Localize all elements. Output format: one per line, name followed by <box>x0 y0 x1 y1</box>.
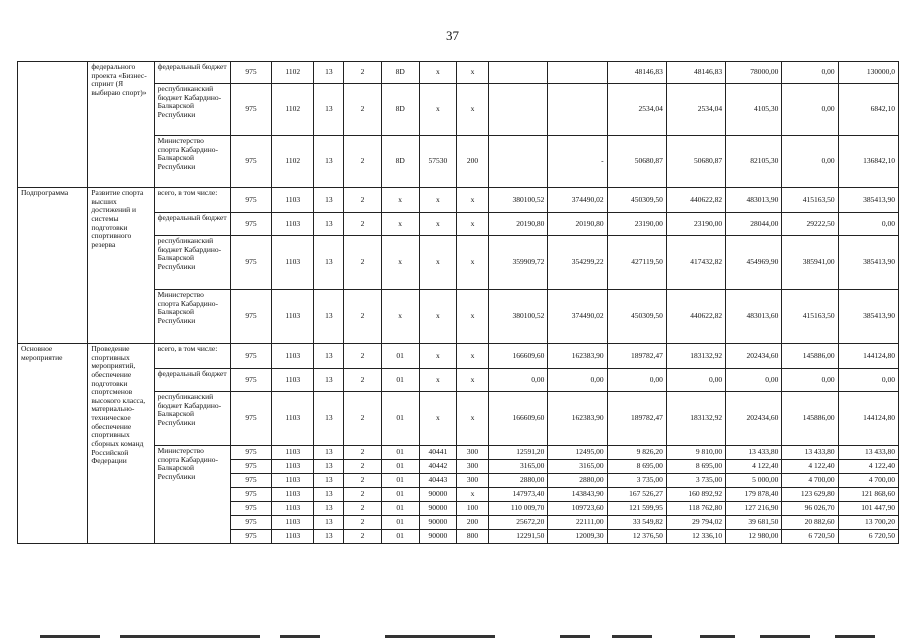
cell-gp: 13 <box>314 84 344 136</box>
cell-rz: 1103 <box>272 290 314 344</box>
cell-grbs: 975 <box>230 446 271 460</box>
cell-v7: 0,00 <box>838 369 898 392</box>
cell-v4: 417432,82 <box>666 236 725 290</box>
cell-v6: 145886,00 <box>782 344 838 369</box>
cell-grbs: 975 <box>230 392 271 446</box>
cell-v1: 0,00 <box>489 369 548 392</box>
table-row <box>18 188 899 213</box>
cell-om: 01 <box>381 460 419 474</box>
cell-cs: х <box>419 344 456 369</box>
cell-pgp: 2 <box>344 502 381 516</box>
cell-cs: 40442 <box>419 460 456 474</box>
cell-v2: - <box>548 136 607 188</box>
cell-vr: 300 <box>456 460 488 474</box>
cell-om: 01 <box>381 369 419 392</box>
cell-cs: 90000 <box>419 530 456 544</box>
row-type-cell: Основное мероприятие <box>18 344 88 544</box>
funding-source-cell: федеральный бюджет <box>154 369 230 392</box>
cell-v5: 4 122,40 <box>726 460 782 474</box>
cell-v1: 12591,20 <box>489 446 548 460</box>
cell-pgp: 2 <box>344 62 381 84</box>
cell-v7: 121 868,60 <box>838 488 898 502</box>
cell-pgp: 2 <box>344 188 381 213</box>
cell-v1: 12291,50 <box>489 530 548 544</box>
cell-cs: х <box>419 84 456 136</box>
cell-om: 8D <box>381 136 419 188</box>
cell-v6: 13 433,80 <box>782 446 838 460</box>
cell-v4: 12 336,10 <box>666 530 725 544</box>
cell-v3: 23190,00 <box>607 213 666 236</box>
cell-v6: 0,00 <box>782 62 838 84</box>
cell-om: 01 <box>381 502 419 516</box>
row-type-cell <box>18 62 88 188</box>
cell-v4: 48146,83 <box>666 62 725 84</box>
cell-cs: х <box>419 236 456 290</box>
cell-v6: 0,00 <box>782 369 838 392</box>
cell-v6: 0,00 <box>782 136 838 188</box>
cell-gp: 13 <box>314 460 344 474</box>
cell-vr: 300 <box>456 446 488 460</box>
cell-v1: 3165,00 <box>489 460 548 474</box>
cell-cs: 90000 <box>419 516 456 530</box>
cell-cs: х <box>419 213 456 236</box>
cell-v5: 0,00 <box>726 369 782 392</box>
table-row <box>18 62 899 84</box>
cell-pgp: 2 <box>344 84 381 136</box>
cell-v4: 183132,92 <box>666 392 725 446</box>
cell-pgp: 2 <box>344 474 381 488</box>
cell-v2: 354299,22 <box>548 236 607 290</box>
cell-gp: 13 <box>314 236 344 290</box>
funding-source-cell: Министерство спорта Кабардино-Балкарской Республики <box>154 446 230 544</box>
cell-v4: 9 810,00 <box>666 446 725 460</box>
cell-v6: 415163,50 <box>782 188 838 213</box>
cell-v2 <box>548 62 607 84</box>
cell-v4: 183132,92 <box>666 344 725 369</box>
cell-v1: 359909,72 <box>489 236 548 290</box>
cell-gp: 13 <box>314 136 344 188</box>
cell-grbs: 975 <box>230 344 271 369</box>
cell-grbs: 975 <box>230 474 271 488</box>
cell-v3: 167 526,27 <box>607 488 666 502</box>
cell-v1: 166609,60 <box>489 344 548 369</box>
cell-gp: 13 <box>314 446 344 460</box>
cell-v6: 385941,00 <box>782 236 838 290</box>
cell-gp: 13 <box>314 62 344 84</box>
cell-v4: 8 695,00 <box>666 460 725 474</box>
cell-v4: 0,00 <box>666 369 725 392</box>
cell-v3: 427119,50 <box>607 236 666 290</box>
cell-rz: 1103 <box>272 344 314 369</box>
cell-v2: 3165,00 <box>548 460 607 474</box>
cell-cs: 40443 <box>419 474 456 488</box>
cell-om: 01 <box>381 488 419 502</box>
cell-gp: 13 <box>314 290 344 344</box>
cell-rz: 1103 <box>272 369 314 392</box>
cell-v3: 33 549,82 <box>607 516 666 530</box>
funding-source-cell: всего, в том числе: <box>154 344 230 369</box>
cell-om: х <box>381 290 419 344</box>
cell-v5: 82105,30 <box>726 136 782 188</box>
cell-vr: х <box>456 84 488 136</box>
table-row <box>18 344 899 369</box>
cell-v5: 13 433,80 <box>726 446 782 460</box>
cell-om: х <box>381 188 419 213</box>
cell-v7: 385413,90 <box>838 236 898 290</box>
cell-v6: 123 629,80 <box>782 488 838 502</box>
cell-v7: 136842,10 <box>838 136 898 188</box>
cell-rz: 1103 <box>272 502 314 516</box>
cell-v7: 130000,0 <box>838 62 898 84</box>
cell-rz: 1103 <box>272 446 314 460</box>
cell-cs: х <box>419 62 456 84</box>
cell-v5: 454969,90 <box>726 236 782 290</box>
cell-pgp: 2 <box>344 344 381 369</box>
cell-pgp: 2 <box>344 136 381 188</box>
cell-v5: 4105,30 <box>726 84 782 136</box>
cell-v2: 20190,80 <box>548 213 607 236</box>
cell-v2: 374490,02 <box>548 188 607 213</box>
cell-grbs: 975 <box>230 369 271 392</box>
funding-source-cell: федеральный бюджет <box>154 62 230 84</box>
cell-v1: 110 009,70 <box>489 502 548 516</box>
cell-vr: х <box>456 392 488 446</box>
cell-grbs: 975 <box>230 488 271 502</box>
cell-om: 01 <box>381 392 419 446</box>
cell-v2: 374490,02 <box>548 290 607 344</box>
cell-om: х <box>381 213 419 236</box>
cell-grbs: 975 <box>230 290 271 344</box>
cell-v7: 6842,10 <box>838 84 898 136</box>
cell-v4: 160 892,92 <box>666 488 725 502</box>
cell-v7: 144124,80 <box>838 392 898 446</box>
funding-source-cell: всего, в том числе: <box>154 188 230 213</box>
cell-v7: 13 700,20 <box>838 516 898 530</box>
cell-om: 01 <box>381 474 419 488</box>
cell-v7: 385413,90 <box>838 188 898 213</box>
funding-source-cell: республиканский бюджет Кабардино-Балкарской Республики <box>154 236 230 290</box>
cell-v6: 145886,00 <box>782 392 838 446</box>
cell-v2: 162383,90 <box>548 344 607 369</box>
cell-grbs: 975 <box>230 236 271 290</box>
cell-om: 01 <box>381 446 419 460</box>
cell-v7: 4 122,40 <box>838 460 898 474</box>
cell-gp: 13 <box>314 392 344 446</box>
cell-om: 01 <box>381 344 419 369</box>
funding-source-cell: Министерство спорта Кабардино-Балкарской Республики <box>154 290 230 344</box>
cell-v5: 39 681,50 <box>726 516 782 530</box>
cell-cs: 57530 <box>419 136 456 188</box>
cell-v6: 6 720,50 <box>782 530 838 544</box>
cell-vr: х <box>456 290 488 344</box>
cell-v3: 450309,50 <box>607 290 666 344</box>
cell-rz: 1102 <box>272 136 314 188</box>
cell-v5: 483013,90 <box>726 188 782 213</box>
cell-v1: 20190,80 <box>489 213 548 236</box>
cell-cs: 90000 <box>419 488 456 502</box>
cell-grbs: 975 <box>230 62 271 84</box>
cell-cs: 90000 <box>419 502 456 516</box>
cell-vr: х <box>456 213 488 236</box>
cell-grbs: 975 <box>230 460 271 474</box>
cell-v7: 101 447,90 <box>838 502 898 516</box>
cell-v2: 143843,90 <box>548 488 607 502</box>
cell-v2: 12495,00 <box>548 446 607 460</box>
cell-v5: 5 000,00 <box>726 474 782 488</box>
row-type-cell: Подпрограмма <box>18 188 88 344</box>
cell-v1 <box>489 62 548 84</box>
cell-v1 <box>489 136 548 188</box>
cell-v1: 380100,52 <box>489 188 548 213</box>
cell-v1: 380100,52 <box>489 290 548 344</box>
cell-v4: 50680,87 <box>666 136 725 188</box>
cell-cs: х <box>419 392 456 446</box>
cell-v3: 12 376,50 <box>607 530 666 544</box>
cell-pgp: 2 <box>344 213 381 236</box>
cell-v1: 2880,00 <box>489 474 548 488</box>
cell-vr: х <box>456 344 488 369</box>
cell-v3: 121 599,95 <box>607 502 666 516</box>
cell-gp: 13 <box>314 344 344 369</box>
cell-grbs: 975 <box>230 136 271 188</box>
cell-v4: 2534,04 <box>666 84 725 136</box>
cell-v3: 0,00 <box>607 369 666 392</box>
cell-v6: 4 700,00 <box>782 474 838 488</box>
cell-pgp: 2 <box>344 236 381 290</box>
cell-v5: 127 216,90 <box>726 502 782 516</box>
cell-v2: 0,00 <box>548 369 607 392</box>
cell-v1: 147973,40 <box>489 488 548 502</box>
cell-rz: 1103 <box>272 516 314 530</box>
program-name-cell: федерального проекта «Бизнес-спринт (Я выбираю спорт)» <box>88 62 154 188</box>
program-name-cell: Развитие спорта высших достижений и системы подготовки спортивного резерва <box>88 188 154 344</box>
cell-gp: 13 <box>314 488 344 502</box>
cell-v5: 483013,60 <box>726 290 782 344</box>
cell-v7: 6 720,50 <box>838 530 898 544</box>
budget-table <box>17 61 899 544</box>
cell-vr: х <box>456 488 488 502</box>
cell-v5: 78000,00 <box>726 62 782 84</box>
cell-v5: 202434,60 <box>726 392 782 446</box>
cell-v3: 3 735,00 <box>607 474 666 488</box>
cell-v4: 23190,00 <box>666 213 725 236</box>
cell-grbs: 975 <box>230 188 271 213</box>
cell-v6: 29222,50 <box>782 213 838 236</box>
cell-v3: 9 826,20 <box>607 446 666 460</box>
cell-v3: 189782,47 <box>607 392 666 446</box>
cell-grbs: 975 <box>230 84 271 136</box>
cell-rz: 1103 <box>272 213 314 236</box>
cell-pgp: 2 <box>344 460 381 474</box>
cell-gp: 13 <box>314 188 344 213</box>
cell-v5: 28044,00 <box>726 213 782 236</box>
cell-v7: 0,00 <box>838 213 898 236</box>
cell-gp: 13 <box>314 516 344 530</box>
cell-pgp: 2 <box>344 369 381 392</box>
cell-rz: 1103 <box>272 236 314 290</box>
cell-vr: 100 <box>456 502 488 516</box>
cell-pgp: 2 <box>344 392 381 446</box>
cell-v3: 48146,83 <box>607 62 666 84</box>
cell-v4: 440622,82 <box>666 290 725 344</box>
cell-v6: 0,00 <box>782 84 838 136</box>
cell-cs: х <box>419 290 456 344</box>
cell-rz: 1102 <box>272 62 314 84</box>
cell-v3: 8 695,00 <box>607 460 666 474</box>
cell-vr: х <box>456 236 488 290</box>
cell-v2: 109723,60 <box>548 502 607 516</box>
funding-source-cell: федеральный бюджет <box>154 213 230 236</box>
cell-om: 01 <box>381 530 419 544</box>
cell-v6: 4 122,40 <box>782 460 838 474</box>
cell-v2: 22111,00 <box>548 516 607 530</box>
cell-v3: 450309,50 <box>607 188 666 213</box>
cell-pgp: 2 <box>344 446 381 460</box>
cell-v2: 2880,00 <box>548 474 607 488</box>
cell-vr: х <box>456 62 488 84</box>
cell-v7: 4 700,00 <box>838 474 898 488</box>
cell-pgp: 2 <box>344 488 381 502</box>
cell-cs: х <box>419 369 456 392</box>
cell-rz: 1103 <box>272 488 314 502</box>
cell-gp: 13 <box>314 530 344 544</box>
cell-v3: 189782,47 <box>607 344 666 369</box>
cell-v5: 12 980,00 <box>726 530 782 544</box>
cell-vr: 200 <box>456 516 488 530</box>
cell-om: 8D <box>381 62 419 84</box>
cell-v4: 440622,82 <box>666 188 725 213</box>
cell-v4: 29 794,02 <box>666 516 725 530</box>
cell-v1 <box>489 84 548 136</box>
cell-v6: 20 882,60 <box>782 516 838 530</box>
funding-source-cell: республиканский бюджет Кабардино-Балкарской Республики <box>154 392 230 446</box>
cell-gp: 13 <box>314 213 344 236</box>
cell-pgp: 2 <box>344 530 381 544</box>
cell-v2: 162383,90 <box>548 392 607 446</box>
scan-artifact-edge <box>0 632 905 640</box>
cell-vr: 300 <box>456 474 488 488</box>
cell-vr: 200 <box>456 136 488 188</box>
cell-gp: 13 <box>314 474 344 488</box>
cell-cs: х <box>419 188 456 213</box>
cell-v3: 50680,87 <box>607 136 666 188</box>
cell-grbs: 975 <box>230 530 271 544</box>
cell-v7: 385413,90 <box>838 290 898 344</box>
cell-v2: 12009,30 <box>548 530 607 544</box>
cell-vr: х <box>456 188 488 213</box>
cell-v1: 166609,60 <box>489 392 548 446</box>
cell-v2 <box>548 84 607 136</box>
cell-rz: 1103 <box>272 188 314 213</box>
cell-v6: 415163,50 <box>782 290 838 344</box>
cell-om: х <box>381 236 419 290</box>
cell-v3: 2534,04 <box>607 84 666 136</box>
page-number: 37 <box>446 28 459 43</box>
cell-v5: 202434,60 <box>726 344 782 369</box>
cell-om: 01 <box>381 516 419 530</box>
cell-grbs: 975 <box>230 213 271 236</box>
cell-v7: 13 433,80 <box>838 446 898 460</box>
program-name-cell: Проведение спортивных мероприятий, обеспечение подготовки спортсменов высокого класса, материально-техническое обеспечение спортивных сборных команд Российской Федерации <box>88 344 154 544</box>
cell-grbs: 975 <box>230 516 271 530</box>
cell-vr: 800 <box>456 530 488 544</box>
cell-v4: 3 735,00 <box>666 474 725 488</box>
cell-v6: 96 026,70 <box>782 502 838 516</box>
cell-rz: 1103 <box>272 460 314 474</box>
cell-v4: 118 762,80 <box>666 502 725 516</box>
cell-v7: 144124,80 <box>838 344 898 369</box>
cell-rz: 1103 <box>272 530 314 544</box>
cell-om: 8D <box>381 84 419 136</box>
funding-source-cell: республиканский бюджет Кабардино-Балкарской Республики <box>154 84 230 136</box>
cell-rz: 1103 <box>272 392 314 446</box>
cell-pgp: 2 <box>344 290 381 344</box>
cell-v5: 179 878,40 <box>726 488 782 502</box>
cell-cs: 40441 <box>419 446 456 460</box>
cell-grbs: 975 <box>230 502 271 516</box>
cell-vr: х <box>456 369 488 392</box>
cell-rz: 1102 <box>272 84 314 136</box>
cell-rz: 1103 <box>272 474 314 488</box>
funding-source-cell: Министерство спорта Кабардино-Балкарской Республики <box>154 136 230 188</box>
cell-pgp: 2 <box>344 516 381 530</box>
cell-v1: 25672,20 <box>489 516 548 530</box>
cell-gp: 13 <box>314 369 344 392</box>
cell-gp: 13 <box>314 502 344 516</box>
